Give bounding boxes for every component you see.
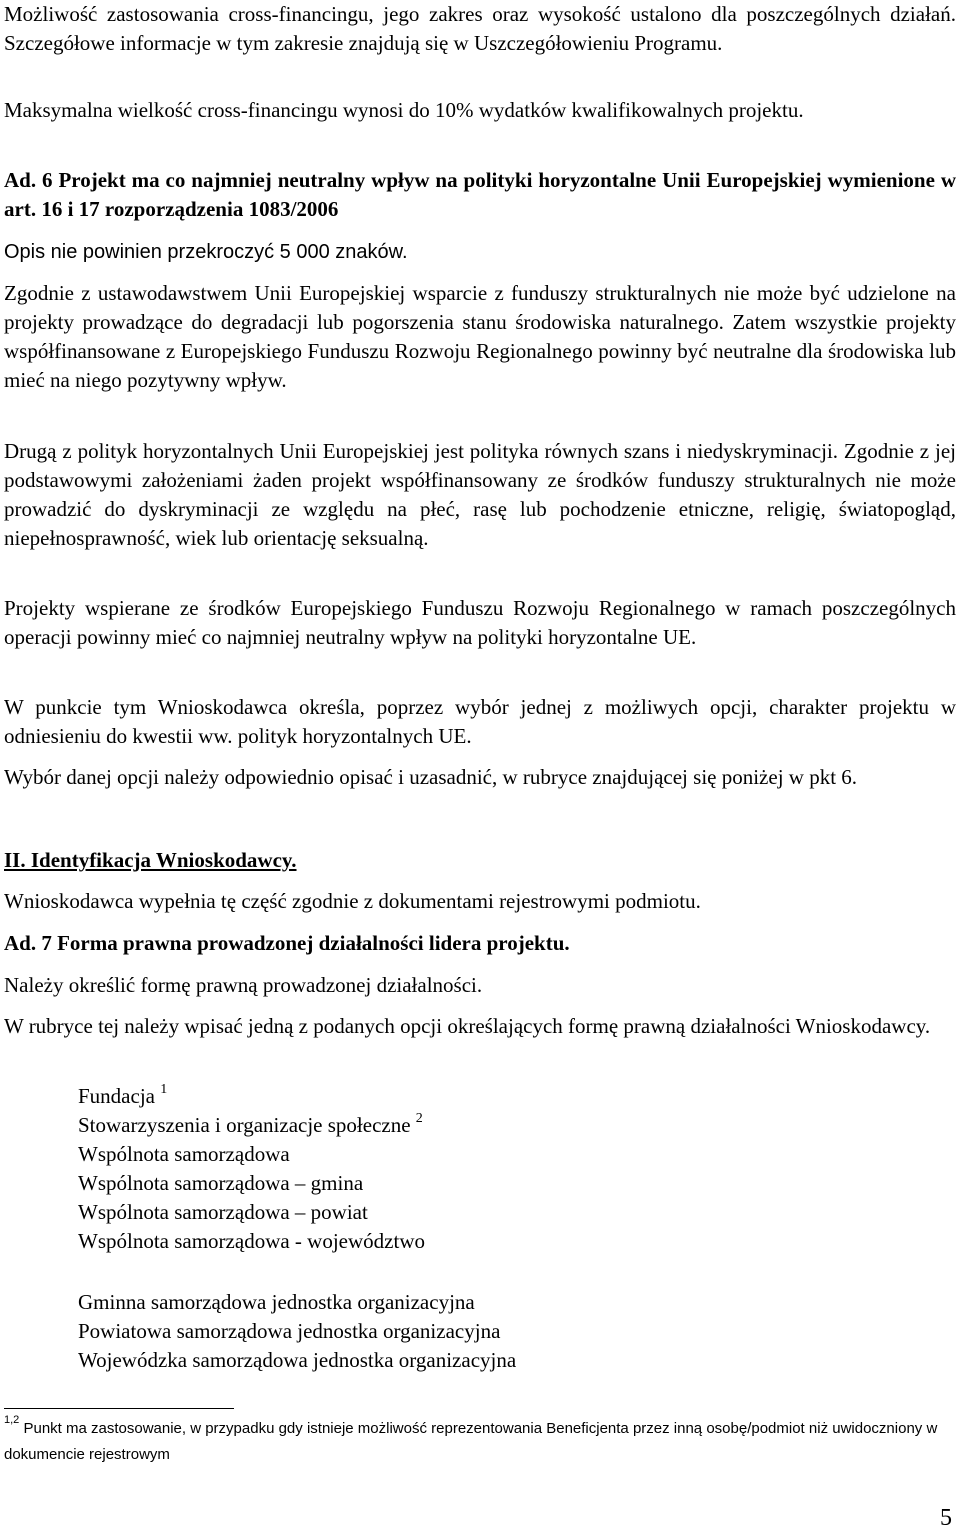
list-item: Wojewódzka samorządowa jednostka organizacyjna (78, 1348, 517, 1372)
paragraph-describe-option: Wybór danej opcji należy odpowiednio opisać i uzasadnić, w rubryce znajdującej się poniżej w pkt 6. (4, 765, 858, 789)
heading-ad7: Ad. 7 Forma prawna prowadzonej działalności lidera projektu. (4, 931, 570, 955)
list-item: Wspólnota samorządowa (78, 1142, 290, 1166)
footnote-marker: 1,2 (4, 1414, 20, 1426)
page-number: 5 (940, 1505, 952, 1531)
heading-section-2: II. Identyfikacja Wnioskodawcy. (4, 848, 297, 872)
footnote-text: Punkt ma zastosowanie, w przypadku gdy istnieje możliwość reprezentowania Beneficjenta przez inną osobę/podmiot niż uwidoczniony w dokumencie rejestrowym (4, 1420, 938, 1463)
paragraph-ad7-intro: Należy określić formę prawną prowadzonej działalności. (4, 973, 483, 997)
paragraph-ad6-limit: Opis nie powinien przekroczyć 5 000 znaków. (4, 241, 408, 263)
paragraph-eu-law: Zgodnie z ustawodawstwem Unii Europejskiej wsparcie z funduszy strukturalnych nie może być udzielone na projekty prowadzące do degradacji lub pogorszenia stanu środowiska naturalnego. Zatem wszystkie projekty współfinansowane z Europejskiego Funduszu Rozwoju Regionalnego powinny być neutralne dla środowiska lub mieć na niego pozytywny wpływ. (4, 281, 956, 392)
paragraph-equal-opportunities: Drugą z polityk horyzontalnych Unii Europejskiej jest polityka równych szans i niedyskryminacji. Zgodnie z jej podstawowymi założeniami żaden projekt współfinansowany ze środków funduszy strukturalnych nie może prowadzić do dyskryminacji ze względu na płeć, rasę lub pochodzenie etniczne, religię, światopogląd, niepełnosprawność, wiek lub orientację seksualną. (4, 439, 956, 550)
list-item: Gminna samorządowa jednostka organizacyjna (78, 1290, 475, 1314)
footnote (4, 1416, 956, 1468)
paragraph-ad7-instruction: W rubryce tej należy wpisać jedną z podanych opcji określających formę prawną działalności Wnioskodawcy. (4, 1014, 931, 1038)
legal-forms-list-1 (78, 1082, 425, 1256)
list-item: Wspólnota samorządowa – powiat (78, 1200, 368, 1224)
list-item: Wspólnota samorządowa - województwo (78, 1229, 425, 1253)
paragraph-cross-financing-max: Maksymalna wielkość cross-financingu wynosi do 10% wydatków kwalifikowalnych projektu. (4, 98, 804, 122)
heading-ad6: Ad. 6 Projekt ma co najmniej neutralny wpływ na polityki horyzontalne Unii Europejskiej wymienione w art. 16 i 17 rozporządzenia 1083/2006 (4, 168, 956, 221)
list-item: Wspólnota samorządowa – gmina (78, 1171, 364, 1195)
footnote-divider (4, 1408, 234, 1409)
paragraph-applicant-option: W punkcie tym Wnioskodawca określa, poprzez wybór jednej z możliwych opcji, charakter projektu w odniesieniu do kwestii ww. polityk horyzontalnych UE. (4, 695, 956, 748)
paragraph-erdf-projects: Projekty wspierane ze środków Europejskiego Funduszu Rozwoju Regionalnego w ramach poszczególnych operacji powinny mieć co najmniej neutralny wpływ na polityki horyzontalne UE. (4, 596, 956, 649)
list-item: Fundacja $^1$ (78, 1082, 168, 1108)
list-item: Stowarzyszenia i organizacje społeczne $^2$ (78, 1111, 423, 1137)
paragraph-cross-financing-scope: Możliwość zastosowania cross-financingu, jego zakres oraz wysokość ustalono dla poszczególnych działań. Szczegółowe informacje w tym zakresie znajdują się w Uszczegółowieniu Programu. (4, 2, 956, 55)
paragraph-section-2-intro: Wnioskodawca wypełnia tę część zgodnie z dokumentami rejestrowymi podmiotu. (4, 889, 701, 913)
list-item: Powiatowa samorządowa jednostka organizacyjna (78, 1319, 501, 1343)
legal-forms-list-2 (78, 1288, 516, 1375)
